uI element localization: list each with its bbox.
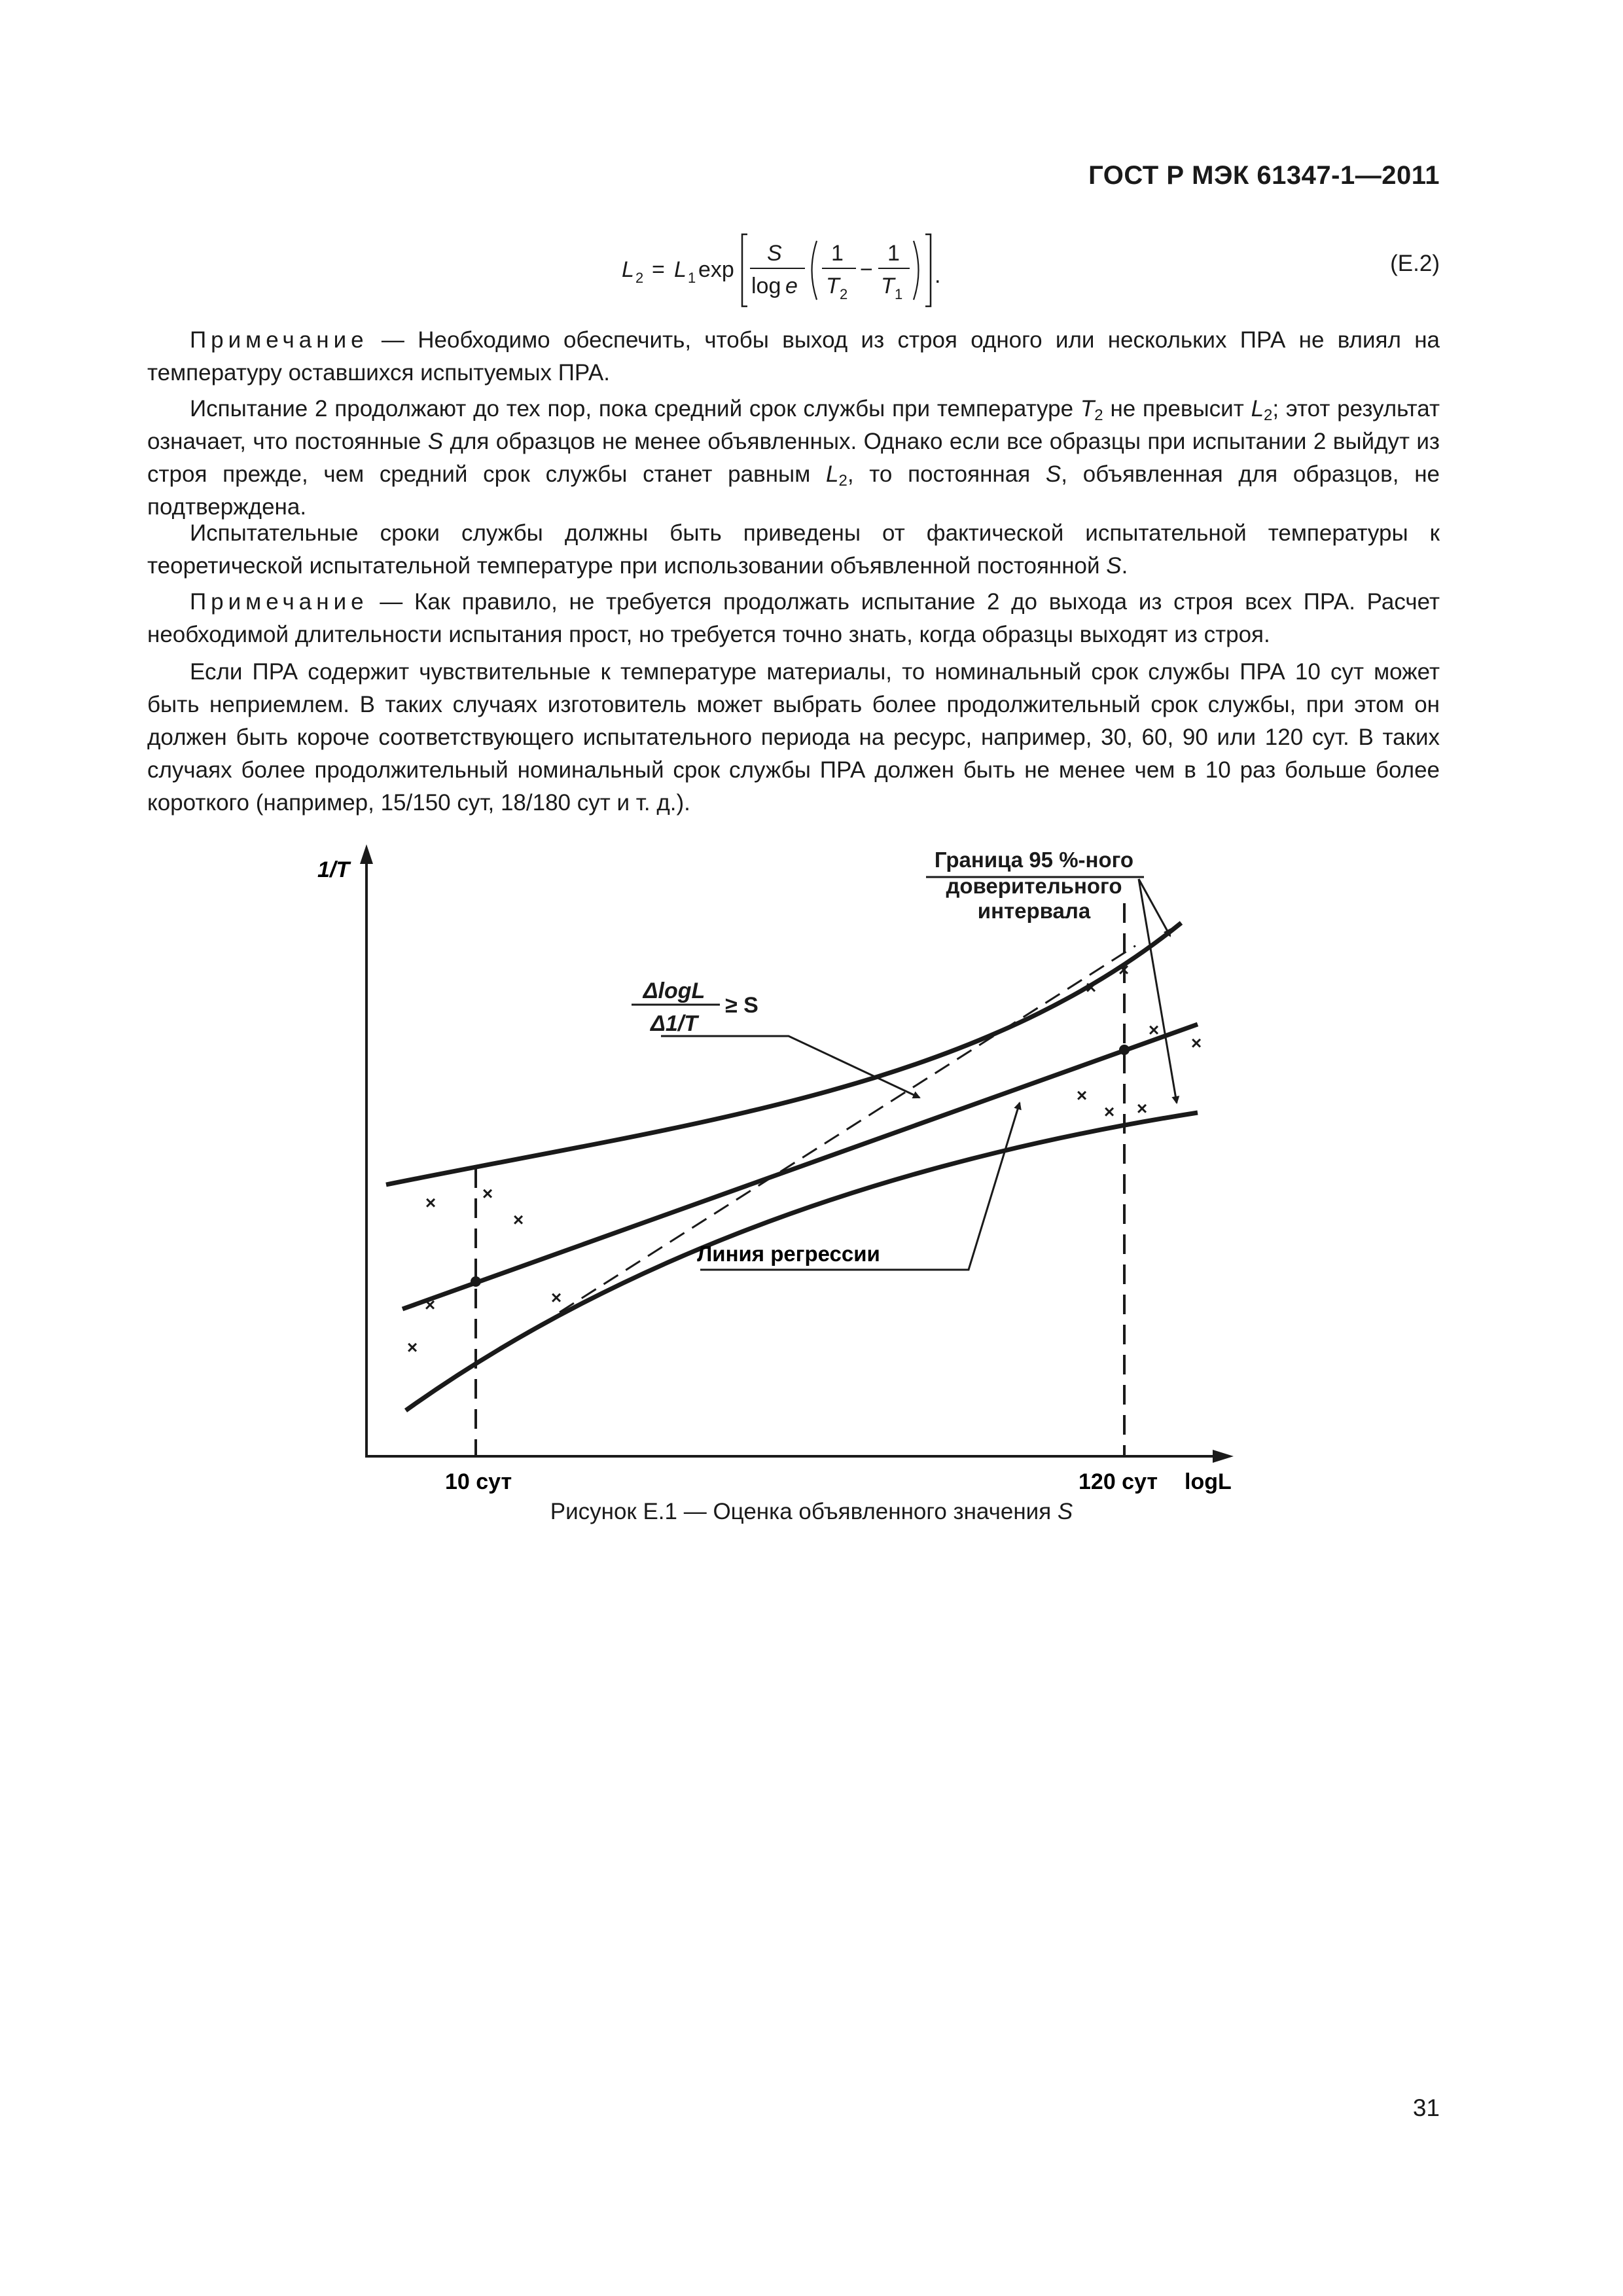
formula-den-log: log xyxy=(751,274,781,298)
note-1-text: — Необходимо обеспечить, чтобы выход из строя одного или нескольких ПРА не влиял на температуру оставшихся испытуемых ПРА. xyxy=(147,327,1440,386)
slope-pointer xyxy=(661,1036,919,1098)
slope-relation: ≥ S xyxy=(725,993,758,1018)
note-1-label: Примечание xyxy=(190,327,368,353)
data-marker: × xyxy=(406,1337,418,1357)
x-axis-arrow xyxy=(1213,1450,1234,1463)
note-2-label: Примечание xyxy=(190,589,368,615)
paragraph-sensitive-materials: Если ПРА содержит чувствительные к температуре материалы, то номинальный срок службы ПРА 10 сут может быть неприемлем. В таких случаях изготовитель может выбрать более продолжительный срок службы, при этом он должен быть короче соответствующего испытательного периода на ресурс, например, 30, 60, 90 или 120 сут. В таких случаях более продолжительный номинальный срок службы ПРА должен быть не менее чем в 10 раз больше более короткого (например, 15/150 сут, 18/180 сут и т. д.). xyxy=(147,659,1440,816)
formula-num-s: S xyxy=(767,241,782,266)
regression-point-120 xyxy=(1119,1045,1130,1055)
data-marker: × xyxy=(1136,1098,1148,1119)
data-marker: × xyxy=(425,1193,437,1213)
paragraph-test-lives: Испытательные сроки службы должны быть приведены от фактической испытательной температуры к теоретической испытательной температуре при использовании объявленной постоянной S. xyxy=(147,520,1440,579)
data-marker: × xyxy=(1148,1020,1160,1040)
confidence-label-line-2: доверительного xyxy=(946,874,1122,898)
formula-t1-sub: 1 xyxy=(895,286,903,302)
note-2 xyxy=(147,586,1440,651)
upper-confidence-bound xyxy=(386,923,1181,1185)
note-2-text: — Как правило, не требуется продолжать испытание 2 до выхода из строя всех ПРА. Расчет необходимой длительности испытания прост, но требуется точно знать, когда образцы выходят из строя. xyxy=(147,589,1440,647)
formula-lhs-sub: 2 xyxy=(635,270,644,286)
formula-t2-sub: 2 xyxy=(840,286,848,302)
data-marker: × xyxy=(1190,1033,1202,1053)
formula-den-e: e xyxy=(785,274,798,298)
x-axis-label: logL xyxy=(1185,1469,1232,1494)
x-tick-120: 120 сут xyxy=(1079,1469,1158,1494)
data-marker: × xyxy=(512,1210,524,1230)
formula-one-a: 1 xyxy=(831,241,844,266)
formula-rhs-var: L xyxy=(674,257,687,282)
data-marker: × xyxy=(482,1183,493,1204)
figure-e1 xyxy=(288,841,1289,1494)
page-number: 31 xyxy=(1412,2094,1440,2121)
note-1 xyxy=(147,324,1440,389)
data-marker: × xyxy=(1118,960,1130,980)
regression-line xyxy=(402,1024,1198,1309)
data-marker: × xyxy=(1103,1102,1115,1122)
regression-point-10 xyxy=(471,1276,481,1287)
formula-one-b: 1 xyxy=(887,241,900,266)
formula-e2 xyxy=(615,223,955,314)
formula-rhs-sub: 1 xyxy=(688,270,696,286)
slope-denominator: Δ1/T xyxy=(651,1011,698,1036)
formula-fn: exp xyxy=(698,257,734,282)
formula-t1: T xyxy=(881,274,895,298)
paragraph-test-2: Испытание 2 продолжают до тех пор, пока средний срок службы при температуре $T_2$ не превысит $L_2$; этот результат означает, что постоянные S для образцов не менее объявленных. Однако если все образцы при испытании 2 выйдут из строя прежде, чем средний срок службы станет равным $L_2$, то постоянная S, объявленная для образцов, не подтверждена. xyxy=(147,396,1440,520)
standard-header: ГОСТ Р МЭК 61347-1—2011 xyxy=(1088,161,1440,190)
formula-t2: T xyxy=(826,274,840,298)
y-axis-arrow xyxy=(360,844,373,864)
formula-minus: − xyxy=(860,257,873,282)
confidence-label-line-1: Граница 95 %-ного xyxy=(934,848,1134,872)
figure-caption: Рисунок Е.1 — Оценка объявленного значения S xyxy=(550,1499,1073,1524)
formula-lhs: L xyxy=(622,257,634,282)
slope-numerator: ΔlogL xyxy=(643,978,705,1003)
confidence-label-line-3: интервала xyxy=(977,899,1091,923)
data-marker: × xyxy=(1085,977,1097,997)
x-tick-10: 10 сут xyxy=(445,1469,512,1494)
regression-label: Линия регрессии xyxy=(697,1242,880,1266)
formula-period: . xyxy=(935,263,941,288)
data-marker: × xyxy=(424,1295,436,1315)
data-marker: × xyxy=(550,1287,562,1308)
formula-eq: = xyxy=(652,257,665,282)
y-axis-label: 1/T xyxy=(317,857,350,882)
data-marker: × xyxy=(1076,1085,1088,1105)
formula-number: (E.2) xyxy=(1390,251,1440,276)
